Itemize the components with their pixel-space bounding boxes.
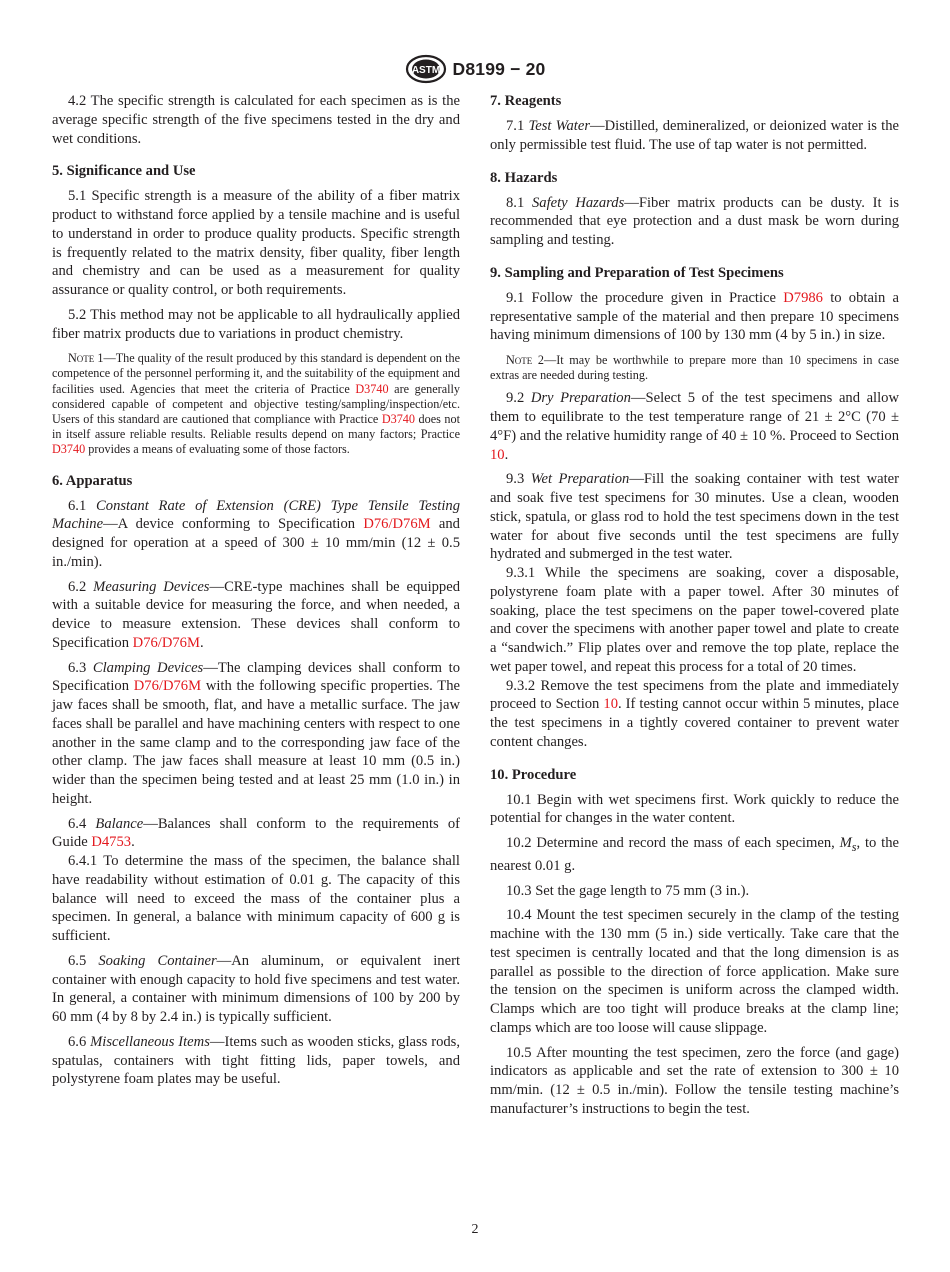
paragraph-6-6: 6.6 Miscellaneous Items—Items such as wooden sticks, glass rods, spatulas, containers with tight fitting lids, paper towels, and polystyrene foam plates may be useful.: [52, 1033, 460, 1088]
paragraph-10-1: 10.1 Begin with wet specimens first. Work quickly to reduce the potential for changes in the water content.: [490, 791, 899, 827]
note-1: Note 1—The quality of the result produced by this standard is dependent on the competence of the personnel performing it, and the suitability of the equipment and facilities used. Agencies that meet the criteria of Practice D3740 are generally considered capable of competent and objective testing/sampling/inspection/etc. Users of this standard are cautioned that compliance with Practice D3740 does not in itself assure reliable results. Reliable results depend on many factors; Practice D3740 provides a means of evaluating some of those factors.: [52, 351, 461, 457]
note-2-label: Note 2: [506, 353, 545, 367]
svg-text:ASTM: ASTM: [411, 65, 440, 76]
ref-link-section-10[interactable]: 10: [603, 696, 618, 713]
paragraph-7-1: 7.1 Test Water—Distilled, demineralized, or deionized water is the only permissible test fluid. The use of tap water is not permitted.: [490, 118, 900, 153]
paragraph-5-1: 5.1 Specific strength is a measure of the ability of a fiber matrix product to withstand force applied by a tensile machine and is useful to understand in order to produce quality products. Specific strength is frequently related to the matrix density, fiber quality, fiber length and chemistry and can be used as a measurement for quality assurance or quality control, or both requirements.: [52, 188, 460, 298]
left-column: [52, 92, 460, 1089]
paragraph-6-3: 6.3 Clamping Devices—The clamping devices shall conform to Specification D76/D76M with the following specific properties. The jaw faces shall be smooth, flat, and have a metallic surface. The jaw faces shall be parallel and have machining centers with respect to one another in the same clamp and to the corresponding jaw face of the other clamp. The jaw faces shall measure at least 10 mm (0.5 in.) wider than the specimen being tested and at least 25 mm (1.0 in.) in height.: [52, 659, 460, 807]
ref-link-d76[interactable]: D76/D76M: [133, 678, 202, 695]
right-column: [490, 92, 899, 1119]
ref-link-d3740[interactable]: D3740: [355, 381, 389, 396]
paragraph-6-2: 6.2 Measuring Devices—CRE-type machines shall be equipped with a suitable device for measuring the force, and when needed, a device to measure extension. These devices shall conform to Specification D76/D76M.: [52, 578, 461, 651]
note-1-label: Note 1: [68, 351, 104, 366]
page-number: 2: [471, 1222, 479, 1237]
paragraph-6-1: 6.1 Constant Rate of Extension (CRE) Type Tensile Testing Machine—A device conforming to Specification D76/D76M and designed for operation at a speed of 300 ± 10 mm/min (12 ± 0.5 in./min).: [52, 497, 460, 570]
paragraph-9-3-1: 9.3.1 While the specimens are soaking, cover a disposable, polystyrene foam plate with a paper towel. After 30 minutes of soaking, place the test specimens on the paper towel-covered plate and cover the specimens with another paper towel and plate to create a “sandwich.” Flip plates over and remove the top plate, replace the wet paper towel, and repeat this process for a total of 20 times.: [490, 565, 899, 675]
ref-link-d7986[interactable]: D7986: [783, 289, 823, 306]
ref-link-d76[interactable]: D76/D76M: [132, 634, 200, 651]
section-6-heading: 6. Apparatus: [52, 472, 133, 489]
ref-link-section-10[interactable]: 10: [490, 446, 505, 463]
section-5-heading: 5. Significance and Use: [52, 163, 196, 180]
paragraph-9-3-2: 9.3.2 Remove the test specimens from the plate and immediately proceed to Section 10. If testing cannot occur within 5 minutes, place the test specimens in a tightly covered container to prevent water content changes.: [490, 677, 899, 750]
section-10-heading: 10. Procedure: [490, 766, 577, 783]
paragraph-5-2: 5.2 This method may not be applicable to all hydraulically applied fiber matrix products due to variations in product chemistry.: [52, 306, 460, 342]
paragraph-6-4-1: 6.4.1 To determine the mass of the specimen, the balance shall have readability without estimation of 0.01 g. The capacity of this balance will need to exceed the mass of the container plus a specimen. In general, a balance with minimum capacity of 600 g is sufficient.: [52, 853, 460, 945]
paragraph-9-3: 9.3 Wet Preparation—Fill the soaking container with test water and soak five test specimens for 30 minutes. Use a clean, wooden stick, spatula, or glass rod to hold the test specimens down in the test water for about five seconds until the test specimens are fully hydrated and submerged in the test water.: [490, 471, 900, 563]
paragraph-6-5: 6.5 Soaking Container—An aluminum, or equivalent inert container with enough capacity to hold five specimens and test water. In general, a container with minimum dimensions of 100 by 200 by 60 mm (4 by 8 by 2.4 in.) is typically sufficient.: [52, 952, 460, 1026]
note-2: Note 2—It may be worthwhile to prepare more than 10 specimens in case extras are needed during testing.: [490, 353, 900, 383]
astm-logo-icon: [405, 54, 447, 84]
section-8-heading: 8. Hazards: [490, 169, 558, 186]
ref-link-d4753[interactable]: D4753: [91, 834, 132, 851]
paragraph-10-4: 10.4 Mount the test specimen securely in the clamp of the testing machine with the 130 mm (5 in.) side vertically. Take care that the test specimen is centrally located and that the long dimension is as parallel as possible to the direction of force application. Make sure the tension on the specimen is uniform across the clamped width. Clamps which are too tight will produce breaks at the clamp line; clamps which are too loose will cause slippage.: [490, 907, 899, 1036]
ref-link-d3740[interactable]: D3740: [381, 412, 415, 427]
standard-designation: D8199 − 20: [452, 58, 546, 79]
paragraph-10-5: 10.5 After mounting the test specimen, zero the force (and gage) indicators as applicable and set the rate of extension to 300 ± 10 mm/min. (12 ± 0.5 in./min). Follow the tensile testing machine’s manufacturer’s instructions to begin the test.: [490, 1044, 899, 1117]
paragraph-8-1: 8.1 Safety Hazards—Fiber matrix products can be dusty. It is recommended that eye protection and a dust mask be worn during sampling and testing.: [490, 194, 900, 248]
paragraph-10-3: 10.3 Set the gage length to 75 mm (3 in.).: [506, 882, 750, 899]
paragraph-4-2: 4.2 The specific strength is calculated for each specimen as is the average specific strength of the five specimens tested in the dry and wet conditions.: [52, 93, 460, 147]
section-7-heading: 7. Reagents: [490, 93, 562, 109]
paragraph-9-1: 9.1 Follow the procedure given in Practice D7986 to obtain a representative sample of the material and then prepare 10 specimens having minimum dimensions of 100 by 130 mm (4 by 5 in.) in size.: [490, 289, 899, 344]
page-header: [0, 52, 950, 86]
section-9-heading: 9. Sampling and Preparation of Test Specimens: [490, 264, 784, 281]
paragraph-9-2: 9.2 Dry Preparation—Select 5 of the test specimens and allow them to equilibrate to the test temperature range of 21 ± 2°C (70 ± 4°F) and the relative humidity range of 40 ± 10 %. Proceed to Section 10.: [490, 390, 900, 463]
ref-link-d3740[interactable]: D3740: [52, 442, 86, 457]
ref-link-d76[interactable]: D76/D76M: [363, 516, 431, 533]
paragraph-6-4: 6.4 Balance—Balances shall conform to the requirements of Guide D4753.: [52, 815, 460, 851]
paragraph-10-2: 10.2 Determine and record the mass of each specimen, $M_s$, to the nearest 0.01 g.: [490, 835, 899, 874]
